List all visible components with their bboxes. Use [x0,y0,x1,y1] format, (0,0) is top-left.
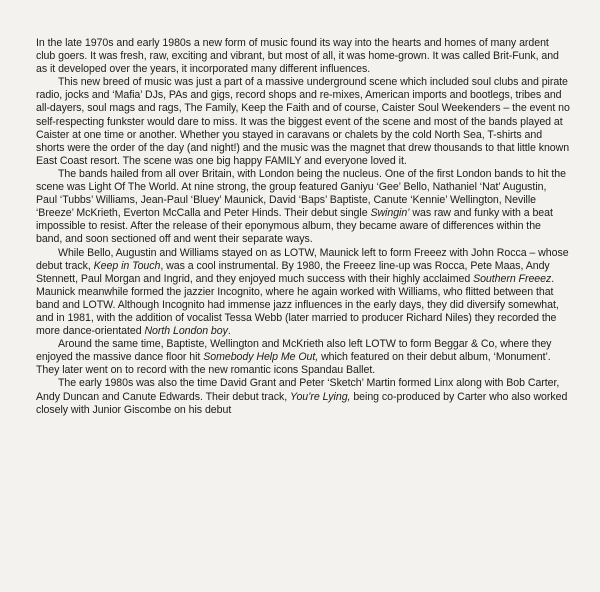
song-title: Somebody Help Me Out, [203,351,319,364]
text-segment: The early 1980s was also the time David Grant and Peter ‘Sketch’ Martin formed Linx along with Bob Carter, Andy Duncan and Canute Edwards. Their debut track, [36,377,560,403]
song-title: Keep in Touch [93,259,161,272]
text-segment: which featured on their debut album, ‘Monument’. They later went on to record with the new romantic icons Spandau Ballet. [36,351,551,377]
paragraph-linx [36,377,570,416]
text-segment: was raw and funky with a beat impossible to resist. After the release of their eponymous album, they became aware of differences within the band, and soon sectioned off and went their separate ways. [36,207,553,246]
paragraph-light-of-the-world [36,168,570,247]
song-title: You’re Lying, [290,390,351,403]
text-segment: The bands hailed from all over Britain, with London being the nucleus. One of the first London bands to hit the scene was Light Of The World. At nine strong, the group featured Ganiyu ‘Gee’ Bello, Nathaniel ‘Nat’ Augustin, Paul ‘Tubbs’ Williams, Jean-Paul ‘Bluey’ Maunick, David ‘Baps’ Baptiste, Canute ‘Kennie’ Wellington, Neville ‘Breeze’ McKrieth, Everton McCalla and Peter Hinds. Their debut single [36,167,566,220]
text-segment: , was a cool instrumental. By 1980, the Freeez line-up was Rocca, Pete Maas, Andy Stennett, Paul Morgan and Ingrid, and they enjoyed much success with their highly acclaimed [36,259,550,285]
song-title: Southern Freeez [473,272,552,285]
text-segment: . Maunick meanwhile formed the jazzier Incognito, where he again worked with Williams, who flitted between that band and LOTW. Although Incognito had immense jazz influences in the early days, they did diversify somewhat, and in 1981, with the addition of vocalist Tessa Webb (later married to producer Richard Niles) they recorded the more dance-orientated [36,272,559,338]
paragraph-brit-funk-intro [36,37,570,76]
text-segment: This new breed of music was just a part of a massive underground scene which included soul clubs and pirate radio, jocks and ‘Mafia’ DJs, PAs and gigs, record shops and re-mixes, American imports and bootlegs, tribes and all-dayers, soul mags and rags, The Family, Keep the Faith and of course, Caister Soul Weekenders – the event no self-respecting funkster would dare to miss. It was the biggest event of the scene and most of the bands played at Caister at one time or another. Whether you stayed in caravans or chalets by the cold North Sea, T-shirts and shorts were the order of the day (and night!) and the music was the magnet that drew thousands to that little known East Coast resort. The scene was one big happy FAMILY and everyone loved it. [36,76,570,167]
paragraph-underground-scene [36,76,570,168]
paragraph-freeez-incognito [36,247,570,339]
song-title: North London boy [144,325,228,338]
song-title: Swingin’ [370,207,410,220]
text-segment: being co-produced by Carter who also worked closely with Junior Giscombe on his debut [36,390,568,416]
text-segment: While Bello, Augustin and Williams stayed on as LOTW, Maunick left to form Freeez with John Rocca – whose debut track, [36,246,569,272]
paragraph-beggar-and-co [36,338,570,377]
text-segment: . [227,325,231,338]
text-segment: Around the same time, Baptiste, Wellington and McKrieth also left LOTW to form Beggar & Co, where they enjoyed the massive dance floor hit [36,338,552,364]
text-segment: In the late 1970s and early 1980s a new form of music found its way into the hearts and homes of many ardent club goers. It was fresh, raw, exciting and vibrant, but most of all, it was home-grown. It was called Brit-Funk, and as it developed over the years, it incorporated many different influences. [36,37,559,76]
